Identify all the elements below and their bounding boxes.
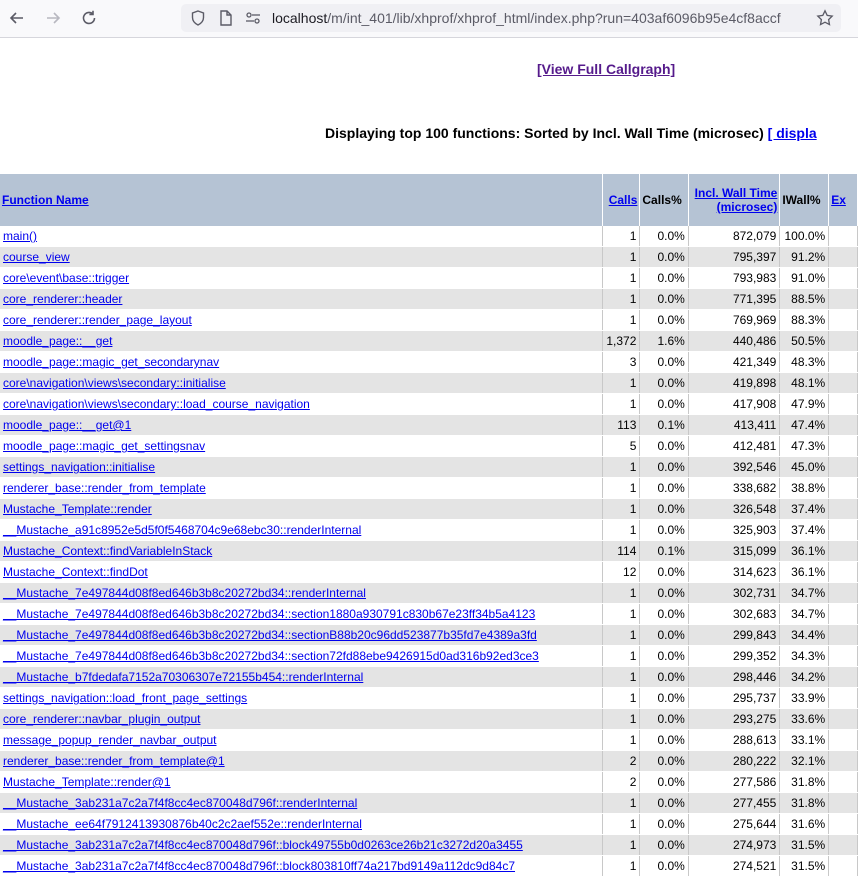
incl-wall-cell: 274,521 [688, 856, 780, 877]
iwall-pct-cell: 33.6% [780, 709, 829, 730]
calls-cell: 114 [603, 541, 640, 562]
calls-pct-cell: 0.0% [640, 310, 688, 331]
table-row [0, 709, 858, 730]
function-link[interactable]: Mustache_Template::render [3, 502, 152, 516]
function-link[interactable]: renderer_base::render_from_template@1 [3, 754, 225, 768]
function-link[interactable]: __Mustache_3ab231a7c2a7f4f8cc4ec870048d796f::block49755b0d0263ce26b21c3272d20a3455 [3, 838, 523, 852]
iwall-pct-cell: 34.4% [780, 625, 829, 646]
calls-pct-cell: 0.0% [640, 520, 688, 541]
incl-wall-cell: 419,898 [688, 373, 780, 394]
incl-wall-cell: 392,546 [688, 457, 780, 478]
page-icon[interactable] [217, 9, 235, 27]
iwall-pct-cell: 50.5% [780, 331, 829, 352]
function-link[interactable]: core\navigation\views\secondary::load_course_navigation [3, 397, 310, 411]
table-row [0, 835, 858, 856]
table-row [0, 856, 858, 877]
incl-wall-cell: 338,682 [688, 478, 780, 499]
calls-cell: 1 [603, 814, 640, 835]
calls-cell: 12 [603, 562, 640, 583]
excl-cell [829, 457, 858, 478]
calls-cell: 3 [603, 352, 640, 373]
incl-wall-cell: 793,983 [688, 268, 780, 289]
function-name-cell [0, 583, 603, 604]
function-name-cell [0, 520, 603, 541]
incl-wall-cell: 277,455 [688, 793, 780, 814]
iwall-pct-cell: 33.1% [780, 730, 829, 751]
incl-wall-cell: 795,397 [688, 247, 780, 268]
calls-cell: 2 [603, 772, 640, 793]
calls-pct-cell: 0.0% [640, 646, 688, 667]
function-link[interactable]: __Mustache_7e497844d08f8ed646b3b8c20272bd34::sectionB88b20c96dd523877b35fd7e4389a3fd [3, 628, 537, 642]
excl-cell [829, 394, 858, 415]
function-name-cell [0, 604, 603, 625]
excl-cell [829, 268, 858, 289]
function-name-cell [0, 562, 603, 583]
function-link[interactable]: moodle_page::magic_get_secondarynav [3, 355, 220, 369]
calls-pct-cell: 0.0% [640, 394, 688, 415]
calls-pct-cell: 0.0% [640, 583, 688, 604]
shield-icon[interactable] [189, 9, 207, 27]
function-link[interactable]: Mustache_Context::findDot [3, 565, 148, 579]
iwall-pct-cell: 88.3% [780, 310, 829, 331]
calls-pct-cell: 0.0% [640, 352, 688, 373]
header-calls[interactable] [603, 174, 640, 226]
forward-arrow-icon[interactable] [42, 7, 64, 29]
excl-cell [829, 814, 858, 835]
calls-pct-cell: 0.0% [640, 709, 688, 730]
function-link[interactable]: __Mustache_3ab231a7c2a7f4f8cc4ec870048d796f::block803810ff74a217bd9149a112dc9d84c7 [3, 859, 516, 873]
function-link[interactable]: moodle_page::magic_get_settingsnav [3, 439, 206, 453]
excl-cell [829, 856, 858, 877]
calls-cell: 1 [603, 289, 640, 310]
function-link[interactable]: __Mustache_3ab231a7c2a7f4f8cc4ec870048d796f::renderInternal [3, 796, 358, 810]
table-row [0, 520, 858, 541]
function-link[interactable]: course_view [3, 250, 70, 264]
calls-pct-cell: 0.0% [640, 814, 688, 835]
excl-cell [829, 730, 858, 751]
iwall-pct-cell: 32.1% [780, 751, 829, 772]
calls-cell: 1 [603, 478, 640, 499]
function-name-cell [0, 625, 603, 646]
excl-cell [829, 688, 858, 709]
incl-wall-label: Incl. Wall Time [694, 186, 778, 200]
calls-cell: 1 [603, 499, 640, 520]
incl-wall-cell: 277,586 [688, 772, 780, 793]
incl-wall-cell: 769,969 [688, 310, 780, 331]
incl-wall-cell: 421,349 [688, 352, 780, 373]
table-row [0, 352, 858, 373]
function-name-cell [0, 352, 603, 373]
incl-wall-cell: 298,446 [688, 667, 780, 688]
table-row [0, 310, 858, 331]
incl-wall-cell: 315,099 [688, 541, 780, 562]
function-name-cell [0, 226, 603, 247]
iwall-pct-cell: 31.8% [780, 793, 829, 814]
excl-cell [829, 583, 858, 604]
iwall-pct-cell: 48.3% [780, 352, 829, 373]
function-name-cell [0, 835, 603, 856]
excl-cell [829, 499, 858, 520]
function-name-cell [0, 751, 603, 772]
incl-wall-cell: 325,903 [688, 520, 780, 541]
header-function-name[interactable] [0, 174, 603, 226]
table-row [0, 289, 858, 310]
function-name-cell [0, 856, 603, 877]
function-name-cell [0, 499, 603, 520]
calls-pct-cell: 0.0% [640, 436, 688, 457]
incl-wall-cell: 280,222 [688, 751, 780, 772]
table-row [0, 772, 858, 793]
excl-cell [829, 310, 858, 331]
calls-pct-cell: 0.0% [640, 730, 688, 751]
calls-pct-cell: 0.0% [640, 499, 688, 520]
calls-cell: 1 [603, 226, 640, 247]
excl-cell [829, 331, 858, 352]
excl-cell [829, 373, 858, 394]
calls-pct-cell: 1.6% [640, 331, 688, 352]
calls-cell: 1 [603, 583, 640, 604]
function-name-cell [0, 436, 603, 457]
sort-function-name-link[interactable]: Function Name [2, 193, 89, 207]
function-name-cell [0, 268, 603, 289]
url-path: /m/int_401/lib/xhprof/xhprof_html/index.php?run=403af6096b95e4cf8accf [327, 10, 781, 26]
function-link[interactable]: renderer_base::render_from_template [3, 481, 206, 495]
header-calls-pct: Calls% [640, 174, 688, 226]
reload-icon[interactable] [78, 7, 100, 29]
incl-wall-cell: 288,613 [688, 730, 780, 751]
incl-wall-cell: 771,395 [688, 289, 780, 310]
iwall-pct-cell: 45.0% [780, 457, 829, 478]
calls-cell: 1 [603, 373, 640, 394]
table-row [0, 667, 858, 688]
heading-text: Displaying top 100 functions: Sorted by Incl. Wall Time (microsec) [325, 125, 768, 141]
bookmark-star-icon[interactable] [816, 9, 834, 27]
header-excl[interactable] [829, 174, 858, 226]
display-all-link[interactable]: [ displa [767, 125, 817, 141]
incl-wall-cell: 417,908 [688, 394, 780, 415]
url-host: localhost [272, 10, 328, 26]
excl-cell [829, 604, 858, 625]
incl-wall-cell: 299,352 [688, 646, 780, 667]
table-row [0, 625, 858, 646]
incl-wall-cell: 440,486 [688, 331, 780, 352]
table-row [0, 226, 858, 247]
function-name-cell [0, 793, 603, 814]
incl-wall-cell: 412,481 [688, 436, 780, 457]
table-row [0, 688, 858, 709]
function-name-cell [0, 667, 603, 688]
calls-cell: 1 [603, 310, 640, 331]
incl-wall-cell: 295,737 [688, 688, 780, 709]
calls-pct-cell: 0.0% [640, 373, 688, 394]
function-link[interactable]: core\navigation\views\secondary::initialise [3, 376, 226, 390]
calls-cell: 1 [603, 247, 640, 268]
excl-cell [829, 646, 858, 667]
function-link[interactable]: core_renderer::render_page_layout [3, 313, 192, 327]
iwall-pct-cell: 36.1% [780, 562, 829, 583]
iwall-pct-cell: 34.3% [780, 646, 829, 667]
table-row [0, 436, 858, 457]
function-table [0, 174, 858, 877]
incl-wall-cell: 274,973 [688, 835, 780, 856]
table-row [0, 457, 858, 478]
excl-cell [829, 226, 858, 247]
excl-cell [829, 709, 858, 730]
incl-wall-cell: 302,683 [688, 604, 780, 625]
iwall-pct-cell: 47.3% [780, 436, 829, 457]
table-row [0, 730, 858, 751]
iwall-pct-cell: 31.5% [780, 856, 829, 877]
function-name-cell [0, 541, 603, 562]
function-name-cell [0, 730, 603, 751]
calls-pct-cell: 0.0% [640, 625, 688, 646]
calls-cell: 1 [603, 604, 640, 625]
iwall-pct-cell: 34.2% [780, 667, 829, 688]
calls-cell: 1 [603, 667, 640, 688]
function-link[interactable]: main() [3, 229, 38, 243]
permissions-icon[interactable] [244, 9, 262, 27]
function-link[interactable]: core_renderer::navbar_plugin_output [3, 712, 201, 726]
back-arrow-icon[interactable] [6, 7, 28, 29]
function-name-cell [0, 415, 603, 436]
function-name-cell [0, 814, 603, 835]
calls-cell: 1 [603, 730, 640, 751]
function-name-cell [0, 247, 603, 268]
calls-cell: 5 [603, 436, 640, 457]
sort-excl-link[interactable]: Ex [831, 193, 846, 207]
iwall-pct-cell: 100.0% [780, 226, 829, 247]
excl-cell [829, 520, 858, 541]
calls-cell: 1 [603, 793, 640, 814]
incl-wall-cell: 314,623 [688, 562, 780, 583]
incl-wall-cell: 326,548 [688, 499, 780, 520]
iwall-pct-cell: 47.4% [780, 415, 829, 436]
function-link[interactable]: settings_navigation::initialise [3, 460, 156, 474]
calls-pct-cell: 0.0% [640, 457, 688, 478]
iwall-pct-cell: 47.9% [780, 394, 829, 415]
table-row [0, 268, 858, 289]
function-name-cell [0, 289, 603, 310]
function-name-cell [0, 688, 603, 709]
table-row [0, 415, 858, 436]
function-link[interactable]: moodle_page::__get@1 [3, 418, 132, 432]
function-link[interactable]: __Mustache_b7fdedafa7152a70306307e72155b454::renderInternal [3, 670, 364, 684]
excl-cell [829, 793, 858, 814]
calls-pct-cell: 0.0% [640, 289, 688, 310]
function-name-cell [0, 457, 603, 478]
calls-pct-cell: 0.1% [640, 541, 688, 562]
function-link[interactable]: Mustache_Template::render@1 [3, 775, 171, 789]
incl-wall-cell: 302,731 [688, 583, 780, 604]
table-row [0, 604, 858, 625]
function-name-cell [0, 709, 603, 730]
function-link[interactable]: moodle_page::__get [3, 334, 113, 348]
table-row [0, 541, 858, 562]
calls-cell: 1 [603, 688, 640, 709]
calls-pct-cell: 0.0% [640, 835, 688, 856]
function-link[interactable]: __Mustache_7e497844d08f8ed646b3b8c20272bd34::section72fd88ebe9426915d0ad316b92ed3ce3 [3, 649, 539, 663]
header-incl-wall-time[interactable] [688, 174, 780, 226]
iwall-pct-cell: 37.4% [780, 499, 829, 520]
header-iwall-pct: IWall% [780, 174, 829, 226]
incl-wall-cell: 872,079 [688, 226, 780, 247]
iwall-pct-cell: 34.7% [780, 604, 829, 625]
calls-cell: 1 [603, 520, 640, 541]
function-name-cell [0, 478, 603, 499]
calls-cell: 1,372 [603, 331, 640, 352]
incl-wall-unit: (microsec) [716, 200, 778, 214]
excl-cell [829, 772, 858, 793]
function-name-cell [0, 310, 603, 331]
table-row [0, 478, 858, 499]
table-row [0, 499, 858, 520]
calls-pct-cell: 0.0% [640, 562, 688, 583]
function-link[interactable]: core\event\base::trigger [3, 271, 130, 285]
sort-calls-link[interactable]: Calls [608, 193, 638, 207]
incl-wall-cell: 293,275 [688, 709, 780, 730]
iwall-pct-cell: 31.6% [780, 814, 829, 835]
table-row [0, 331, 858, 352]
excl-cell [829, 751, 858, 772]
incl-wall-cell: 275,644 [688, 814, 780, 835]
function-link[interactable]: __Mustache_ee64f7912413930876b40c2c2aef552e::renderInternal [3, 817, 362, 831]
function-name-cell [0, 394, 603, 415]
calls-pct-cell: 0.0% [640, 772, 688, 793]
table-row [0, 646, 858, 667]
iwall-pct-cell: 38.8% [780, 478, 829, 499]
view-full-callgraph-link[interactable]: [View Full Callgraph] [537, 61, 676, 77]
calls-pct-cell: 0.0% [640, 688, 688, 709]
incl-wall-cell: 413,411 [688, 415, 780, 436]
function-link[interactable]: Mustache_Context::findVariableInStack [3, 544, 213, 558]
calls-pct-cell: 0.0% [640, 604, 688, 625]
excl-cell [829, 436, 858, 457]
excl-cell [829, 289, 858, 310]
url-bar[interactable] [181, 4, 841, 32]
page-heading [325, 125, 817, 141]
table-row [0, 814, 858, 835]
table-row [0, 751, 858, 772]
iwall-pct-cell: 31.8% [780, 772, 829, 793]
incl-wall-cell: 299,843 [688, 625, 780, 646]
calls-pct-cell: 0.1% [640, 415, 688, 436]
calls-cell: 1 [603, 268, 640, 289]
iwall-pct-cell: 36.1% [780, 541, 829, 562]
function-name-cell [0, 331, 603, 352]
calls-cell: 113 [603, 415, 640, 436]
calls-cell: 1 [603, 709, 640, 730]
sort-incl-wall-link[interactable] [695, 186, 778, 214]
calls-pct-cell: 0.0% [640, 793, 688, 814]
excl-cell [829, 562, 858, 583]
function-name-cell [0, 373, 603, 394]
calls-pct-cell: 0.0% [640, 856, 688, 877]
table-row [0, 562, 858, 583]
calls-cell: 1 [603, 394, 640, 415]
function-link[interactable]: __Mustache_7e497844d08f8ed646b3b8c20272bd34::section1880a930791c830b67e23ff34b5a4123 [3, 607, 536, 621]
iwall-pct-cell: 91.0% [780, 268, 829, 289]
calls-pct-cell: 0.0% [640, 268, 688, 289]
iwall-pct-cell: 33.9% [780, 688, 829, 709]
excl-cell [829, 625, 858, 646]
iwall-pct-cell: 37.4% [780, 520, 829, 541]
calls-cell: 1 [603, 625, 640, 646]
table-row [0, 373, 858, 394]
table-row [0, 793, 858, 814]
function-link[interactable]: core_renderer::header [3, 292, 123, 306]
table-row [0, 394, 858, 415]
calls-pct-cell: 0.0% [640, 751, 688, 772]
iwall-pct-cell: 48.1% [780, 373, 829, 394]
calls-cell: 1 [603, 646, 640, 667]
excl-cell [829, 667, 858, 688]
table-row [0, 583, 858, 604]
iwall-pct-cell: 31.5% [780, 835, 829, 856]
excl-cell [829, 415, 858, 436]
table-row [0, 247, 858, 268]
function-link[interactable]: __Mustache_a91c8952e5d5f0f5468704c9e68ebc30::renderInternal [3, 523, 362, 537]
excl-cell [829, 541, 858, 562]
iwall-pct-cell: 91.2% [780, 247, 829, 268]
iwall-pct-cell: 88.5% [780, 289, 829, 310]
calls-cell: 2 [603, 751, 640, 772]
function-link[interactable]: settings_navigation::load_front_page_settings [3, 691, 248, 705]
function-name-cell [0, 646, 603, 667]
excl-cell [829, 247, 858, 268]
function-link[interactable]: message_popup_render_navbar_output [3, 733, 217, 747]
calls-pct-cell: 0.0% [640, 667, 688, 688]
calls-cell: 1 [603, 835, 640, 856]
function-link[interactable]: __Mustache_7e497844d08f8ed646b3b8c20272bd34::renderInternal [3, 586, 366, 600]
calls-pct-cell: 0.0% [640, 478, 688, 499]
excl-cell [829, 478, 858, 499]
calls-cell: 1 [603, 856, 640, 877]
excl-cell [829, 352, 858, 373]
url-text[interactable] [272, 10, 807, 26]
browser-toolbar [0, 0, 858, 38]
function-name-cell [0, 772, 603, 793]
iwall-pct-cell: 34.7% [780, 583, 829, 604]
calls-pct-cell: 0.0% [640, 226, 688, 247]
calls-pct-cell: 0.0% [640, 247, 688, 268]
calls-cell: 1 [603, 457, 640, 478]
excl-cell [829, 835, 858, 856]
